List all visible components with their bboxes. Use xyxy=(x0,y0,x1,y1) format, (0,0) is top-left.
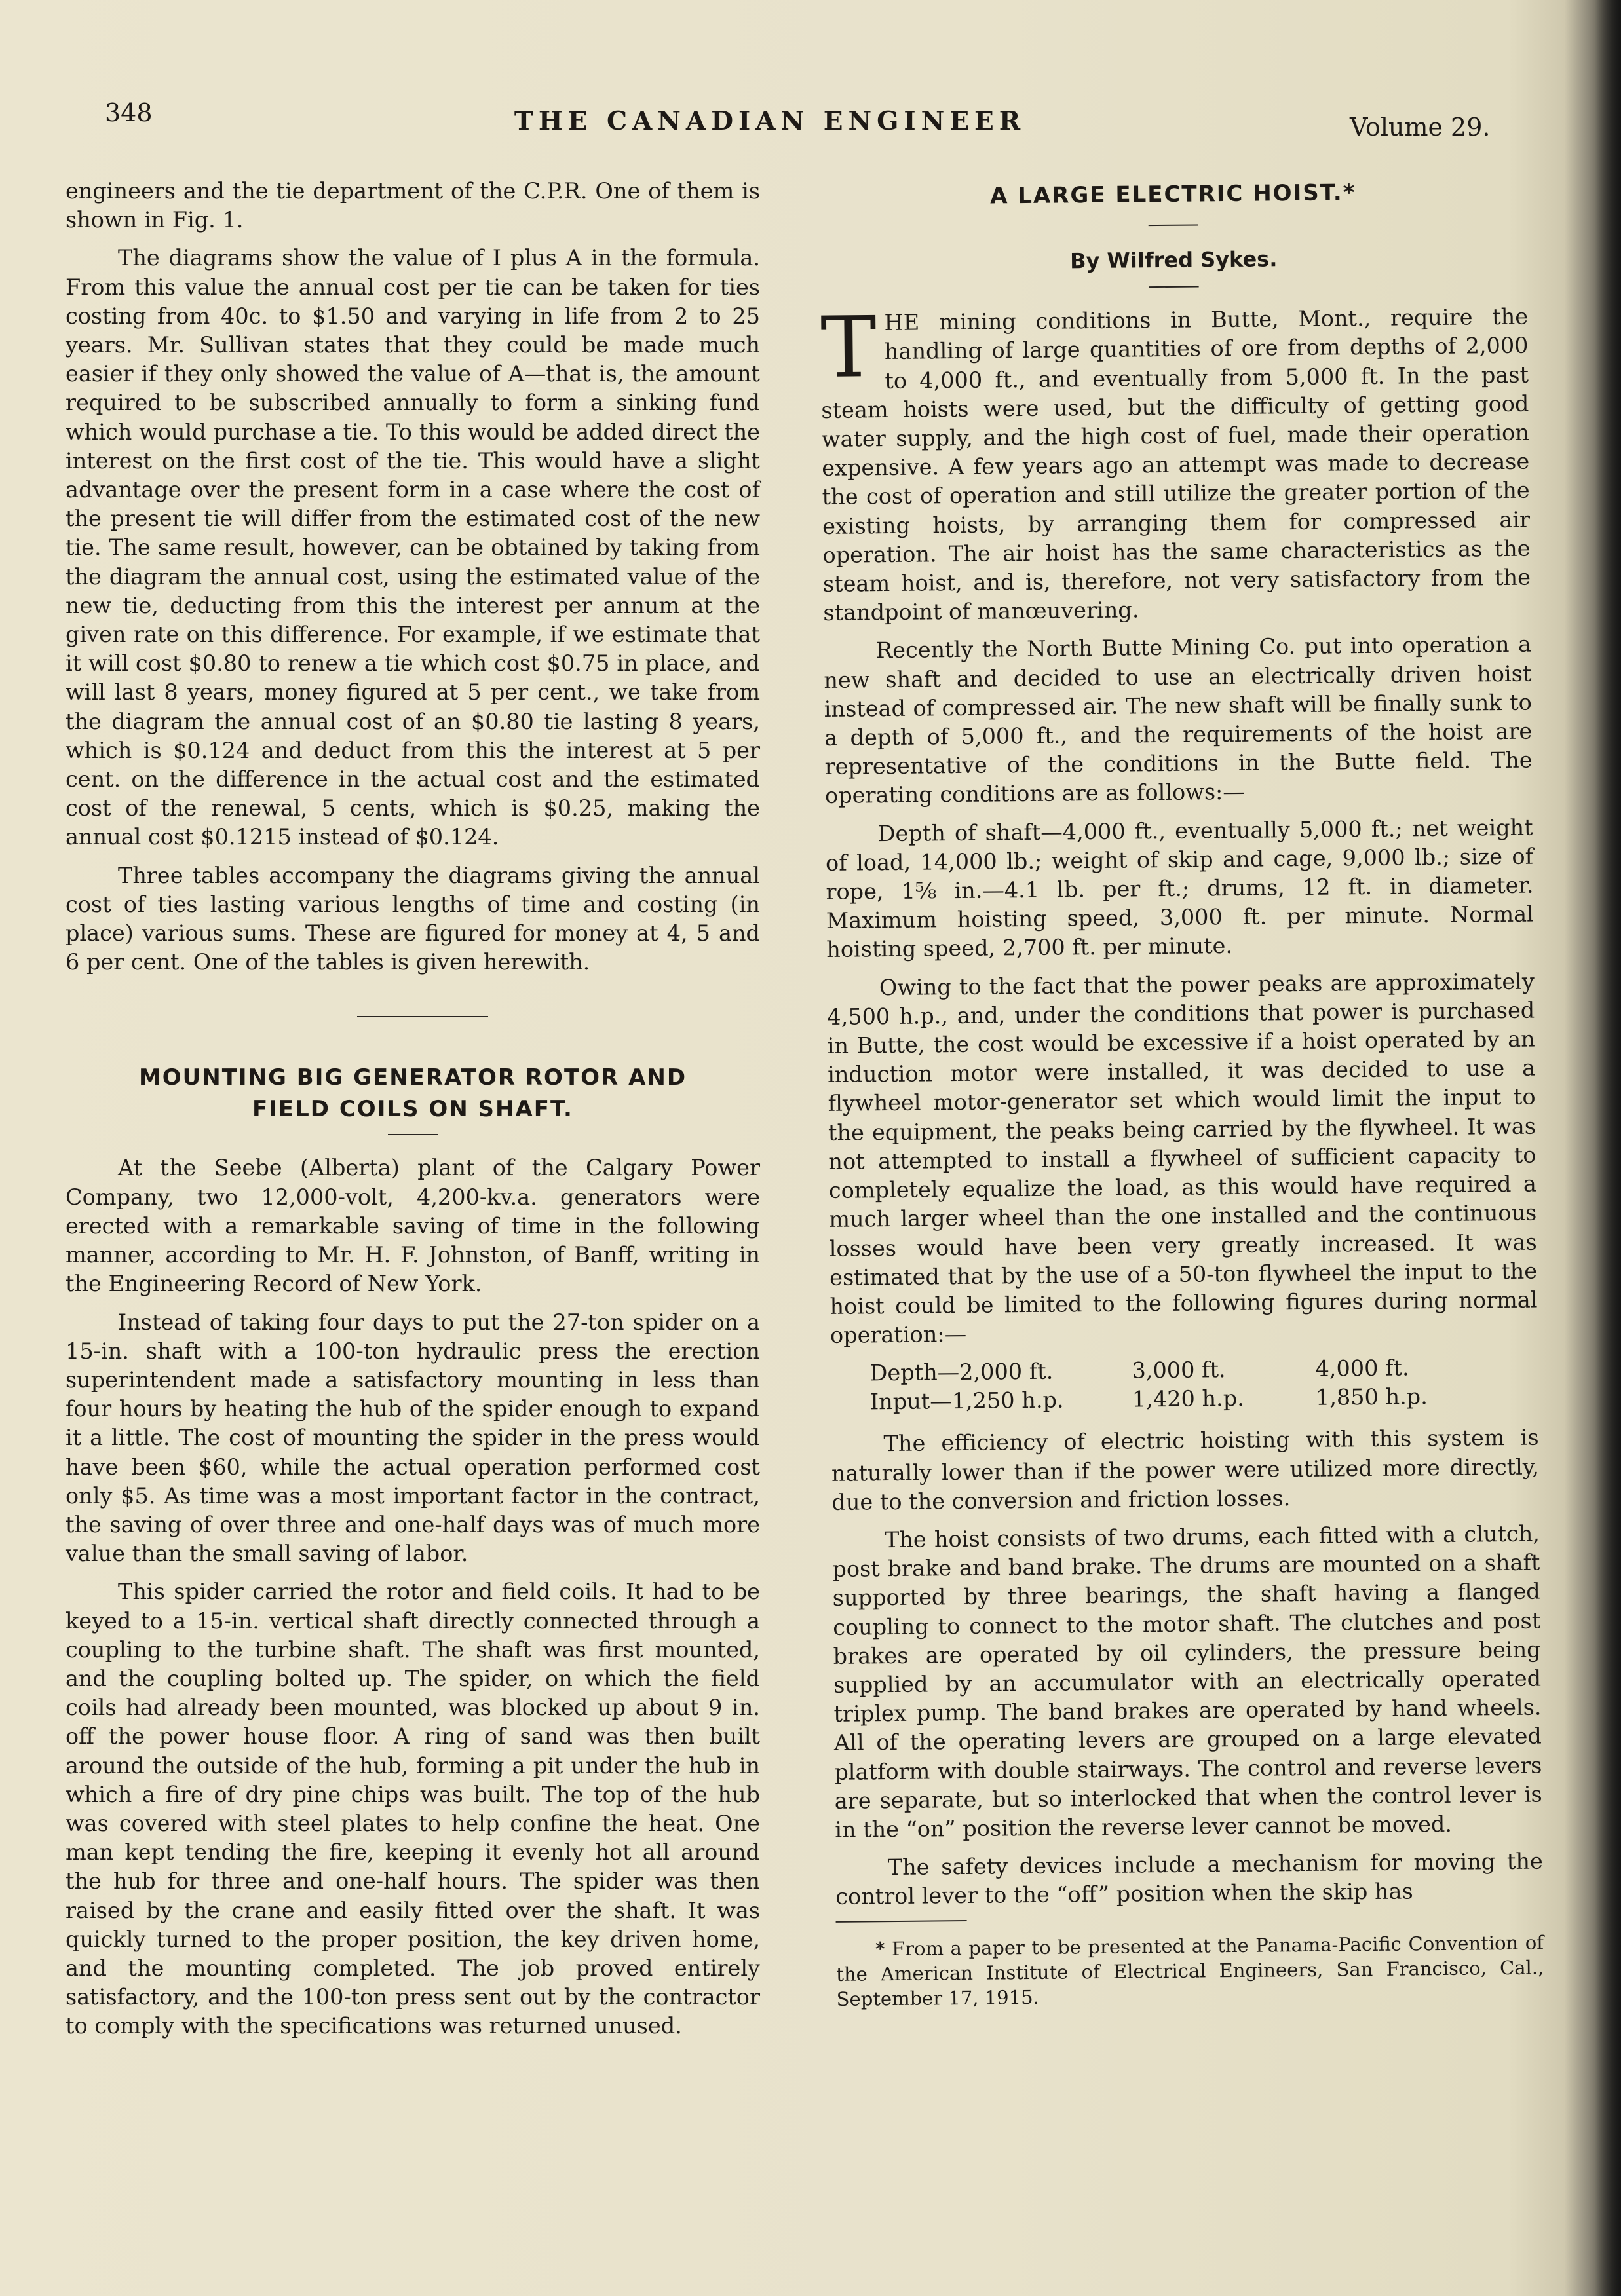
binding-shadow xyxy=(1595,0,1621,2296)
article-title-line-1: MOUNTING BIG GENERATOR ROTOR AND xyxy=(138,1064,687,1091)
paragraph: This spider carried the rotor and field coils. It had to be keyed to a 15-in. vertical shaft directly connected through a coupling to the turbine shaft. The shaft was first mounted, and the coupling bolted up. The spider, on which the field coils had already been mounted, was blocked up about 9 in. off the power house floor. A ring of sand was then built around the outside of the hub, forming a pit under the hub in which a fire of dry pine chips was built. The top of the hub was covered with steel plates to help confine the heat. One man kept tending the fire, keeping it evenly hot all around the hub for three and one-half hours. The spider was then raised by the crane and easily fitted over the shaft. It was quickly turned to the proper position, the key driven home, and the mounting completed. The job proved entirely satisfactory, and the 100-ton press sent out by the contractor to comply with the specifications was returned unused. xyxy=(66,1579,760,2039)
paragraph: The diagrams show the value of I plus A in the formula. From this value the annual cost per tie can be taken for ties costing from 40c. to $1.50 and varying in life from 2 to 25 years. Mr. Sullivan states that they could be made much easier if they only showed the value of A—that is, the amount required to be subscribed annually to form a sinking fund which would purchase a tie. To this would be added direct the interest on the first cost of the tie. This would have a slight advantage over the present form in a case where the cost of the present tie will differ from the estimated cost of the new tie. The same result, however, can be obtained by taking from the diagram the annual cost, using the estimated value of the new tie, deducting from this the interest per annum at the given rate on this difference. For example, if we estimate that it will cost $0.80 to renew a tie which cost $0.75 in place, and will last 8 years, money figured at 5 per cent., we take from the diagram the annual cost of an $0.80 tie lasting 8 years, which is $0.124 and deduct from this the interest at 5 per cent. on the difference in the actual cost and the estimated cost of the renewal, 5 cents, which is $0.25, making the annual cost $0.1215 instead of $0.124. xyxy=(66,245,760,850)
paragraph: Instead of taking four days to put the 27-ton spider on a 15-in. shaft with a 100-ton hydraulic press the erection superintendent made a satisfactory mounting in less than four hours by heating the hub of the spider enough to expand it a little. The cost of mounting the spider in the press would have been $60, while the actual operation performed cost only $5. As time was a most important factor in the contract, the saving of over three and one-half days was of much more value than the small saving of labor. xyxy=(66,1309,760,1567)
depth-input-table xyxy=(830,1353,1538,1417)
left-column xyxy=(66,177,760,2050)
article-title: A LARGE ELECTRIC HOIST.* xyxy=(989,179,1356,210)
table-cell: 4,000 ft. xyxy=(1315,1355,1409,1382)
drop-cap: T xyxy=(820,299,877,398)
article-title-line-2: FIELD COILS ON SHAFT. xyxy=(252,1096,573,1123)
paragraph: Depth of shaft—4,000 ft., eventually 5,000 ft.; net weight of load, 14,000 lb.; weight of skip and cage, 9,000 lb.; size of rope, 1⅝ in.—4.1 lb. per ft.; drums, 12 ft. in diameter. Maximum hoisting speed, 3,000 ft. per minute. Normal hoisting speed, 2,700 ft. per minute. xyxy=(825,814,1535,963)
title-rule xyxy=(388,1134,438,1135)
table-cell: 1,420 h.p. xyxy=(1132,1385,1244,1412)
table-cell: 1,850 h.p. xyxy=(1315,1383,1428,1411)
paragraph: Three tables accompany the diagrams giving the annual cost of ties lasting various lengths of time and costing (in place) various sums. These are figured for money at 4, 5 and 6 per cent. One of the tables is given herewith. xyxy=(66,862,760,975)
table-cell: 3,000 ft. xyxy=(1132,1357,1226,1383)
journal-title: THE CANADIAN ENGINEER xyxy=(514,106,1026,136)
footnote-rule xyxy=(836,1920,967,1923)
right-column xyxy=(819,170,1544,2012)
page-number: 348 xyxy=(105,98,153,127)
footnote: * From a paper to be presented at the Panama-Pacific Convention of the American Institute of Electrical Engineers, San Francisco, Cal., September 17, 1915. xyxy=(836,1931,1544,2010)
byline-rule xyxy=(1149,286,1199,288)
paragraph: The efficiency of electric hoisting with this system is naturally lower than if the power were utilized more directly, due to the conversion and friction losses. xyxy=(831,1424,1540,1515)
paragraph: HE mining conditions in Butte, Mont., require the handling of large quantities of ore from depths of 2,000 to 4,000 ft., and eventually from 5,000 ft. In the past steam hoists were used, but the difficulty of getting good water supply, and the high cost of fuel, made their operation expensive. A few years ago an attempt was made to decrease the cost of operation and still utilize the greater portion of the existing hoists, by arranging them for compressed air operation. The air hoist has the same characteristics as the steam hoist, and is, therefore, not very satisfactory from the standpoint of manœuvering. xyxy=(821,303,1531,626)
paragraph: Recently the North Butte Mining Co. put into operation a new shaft and decided to use an electrically driven hoist instead of compressed air. The new shaft will be finally sunk to a depth of 5,000 ft., and the requirements of the hoist are representative of the conditions in the Butte field. The operating conditions are as follows:— xyxy=(824,631,1533,809)
input-row xyxy=(831,1382,1538,1417)
byline: By Wilfred Sykes. xyxy=(1069,246,1278,274)
paragraph: At the Seebe (Alberta) plant of the Calgary Power Company, two 12,000-volt, 4,200-kv.a. generators were erected with a remarkable saving of time in the following manner, according to Mr. H. F. Johnston, of Banff, writing in the Engineering Record of New York. xyxy=(66,1155,760,1297)
paragraph: The hoist consists of two drums, each fitted with a clutch, post brake and band brake. The drums are mounted on a shaft supported by three bearings, the shaft having a flanged coupling to connect to the motor shaft. The clutches and post brakes are operated by oil cylinders, the pressure being supplied by an accumulator with an electrically operated triplex pump. The band brakes are operated by hand wheels. All of the operating levers are grouped on a large elevated platform with double stairways. The control and reverse levers are separate, but so interlocked that when the control lever is in the “on” position the reverse lever cannot be moved. xyxy=(832,1520,1542,1843)
table-cell: Depth—2,000 ft. xyxy=(869,1358,1054,1386)
title-rule xyxy=(1149,224,1198,226)
paragraph: engineers and the tie department of the C.P.R. One of them is shown in Fig. 1. xyxy=(66,178,760,233)
paragraph: The safety devices include a mechanism for moving the control lever to the “off” position when the skip has xyxy=(835,1848,1543,1910)
table-cell: Input—1,250 h.p. xyxy=(869,1387,1064,1415)
paragraph: Owing to the fact that the power peaks are approximately 4,500 h.p., and, under the conditions that power is purchased in Butte, the cost would be excessive if a hoist operated by an induction motor were installed, it was decided to use a flywheel motor-generator set which would limit the input to the equipment, the peaks being carried by the flywheel. It was not attempted to install a flywheel of sufficient capacity to completely equalize the load, as this would have required a much larger wheel than the one installed and the continuous losses would have been very greatly increased. It was estimated that by the use of a 50-ton flywheel the input to the hoist could be limited to the following figures during normal operation:— xyxy=(827,968,1538,1349)
running-header xyxy=(0,98,1621,151)
volume-label: Volume 29. xyxy=(1350,113,1491,141)
opening-paragraph xyxy=(820,299,1531,628)
